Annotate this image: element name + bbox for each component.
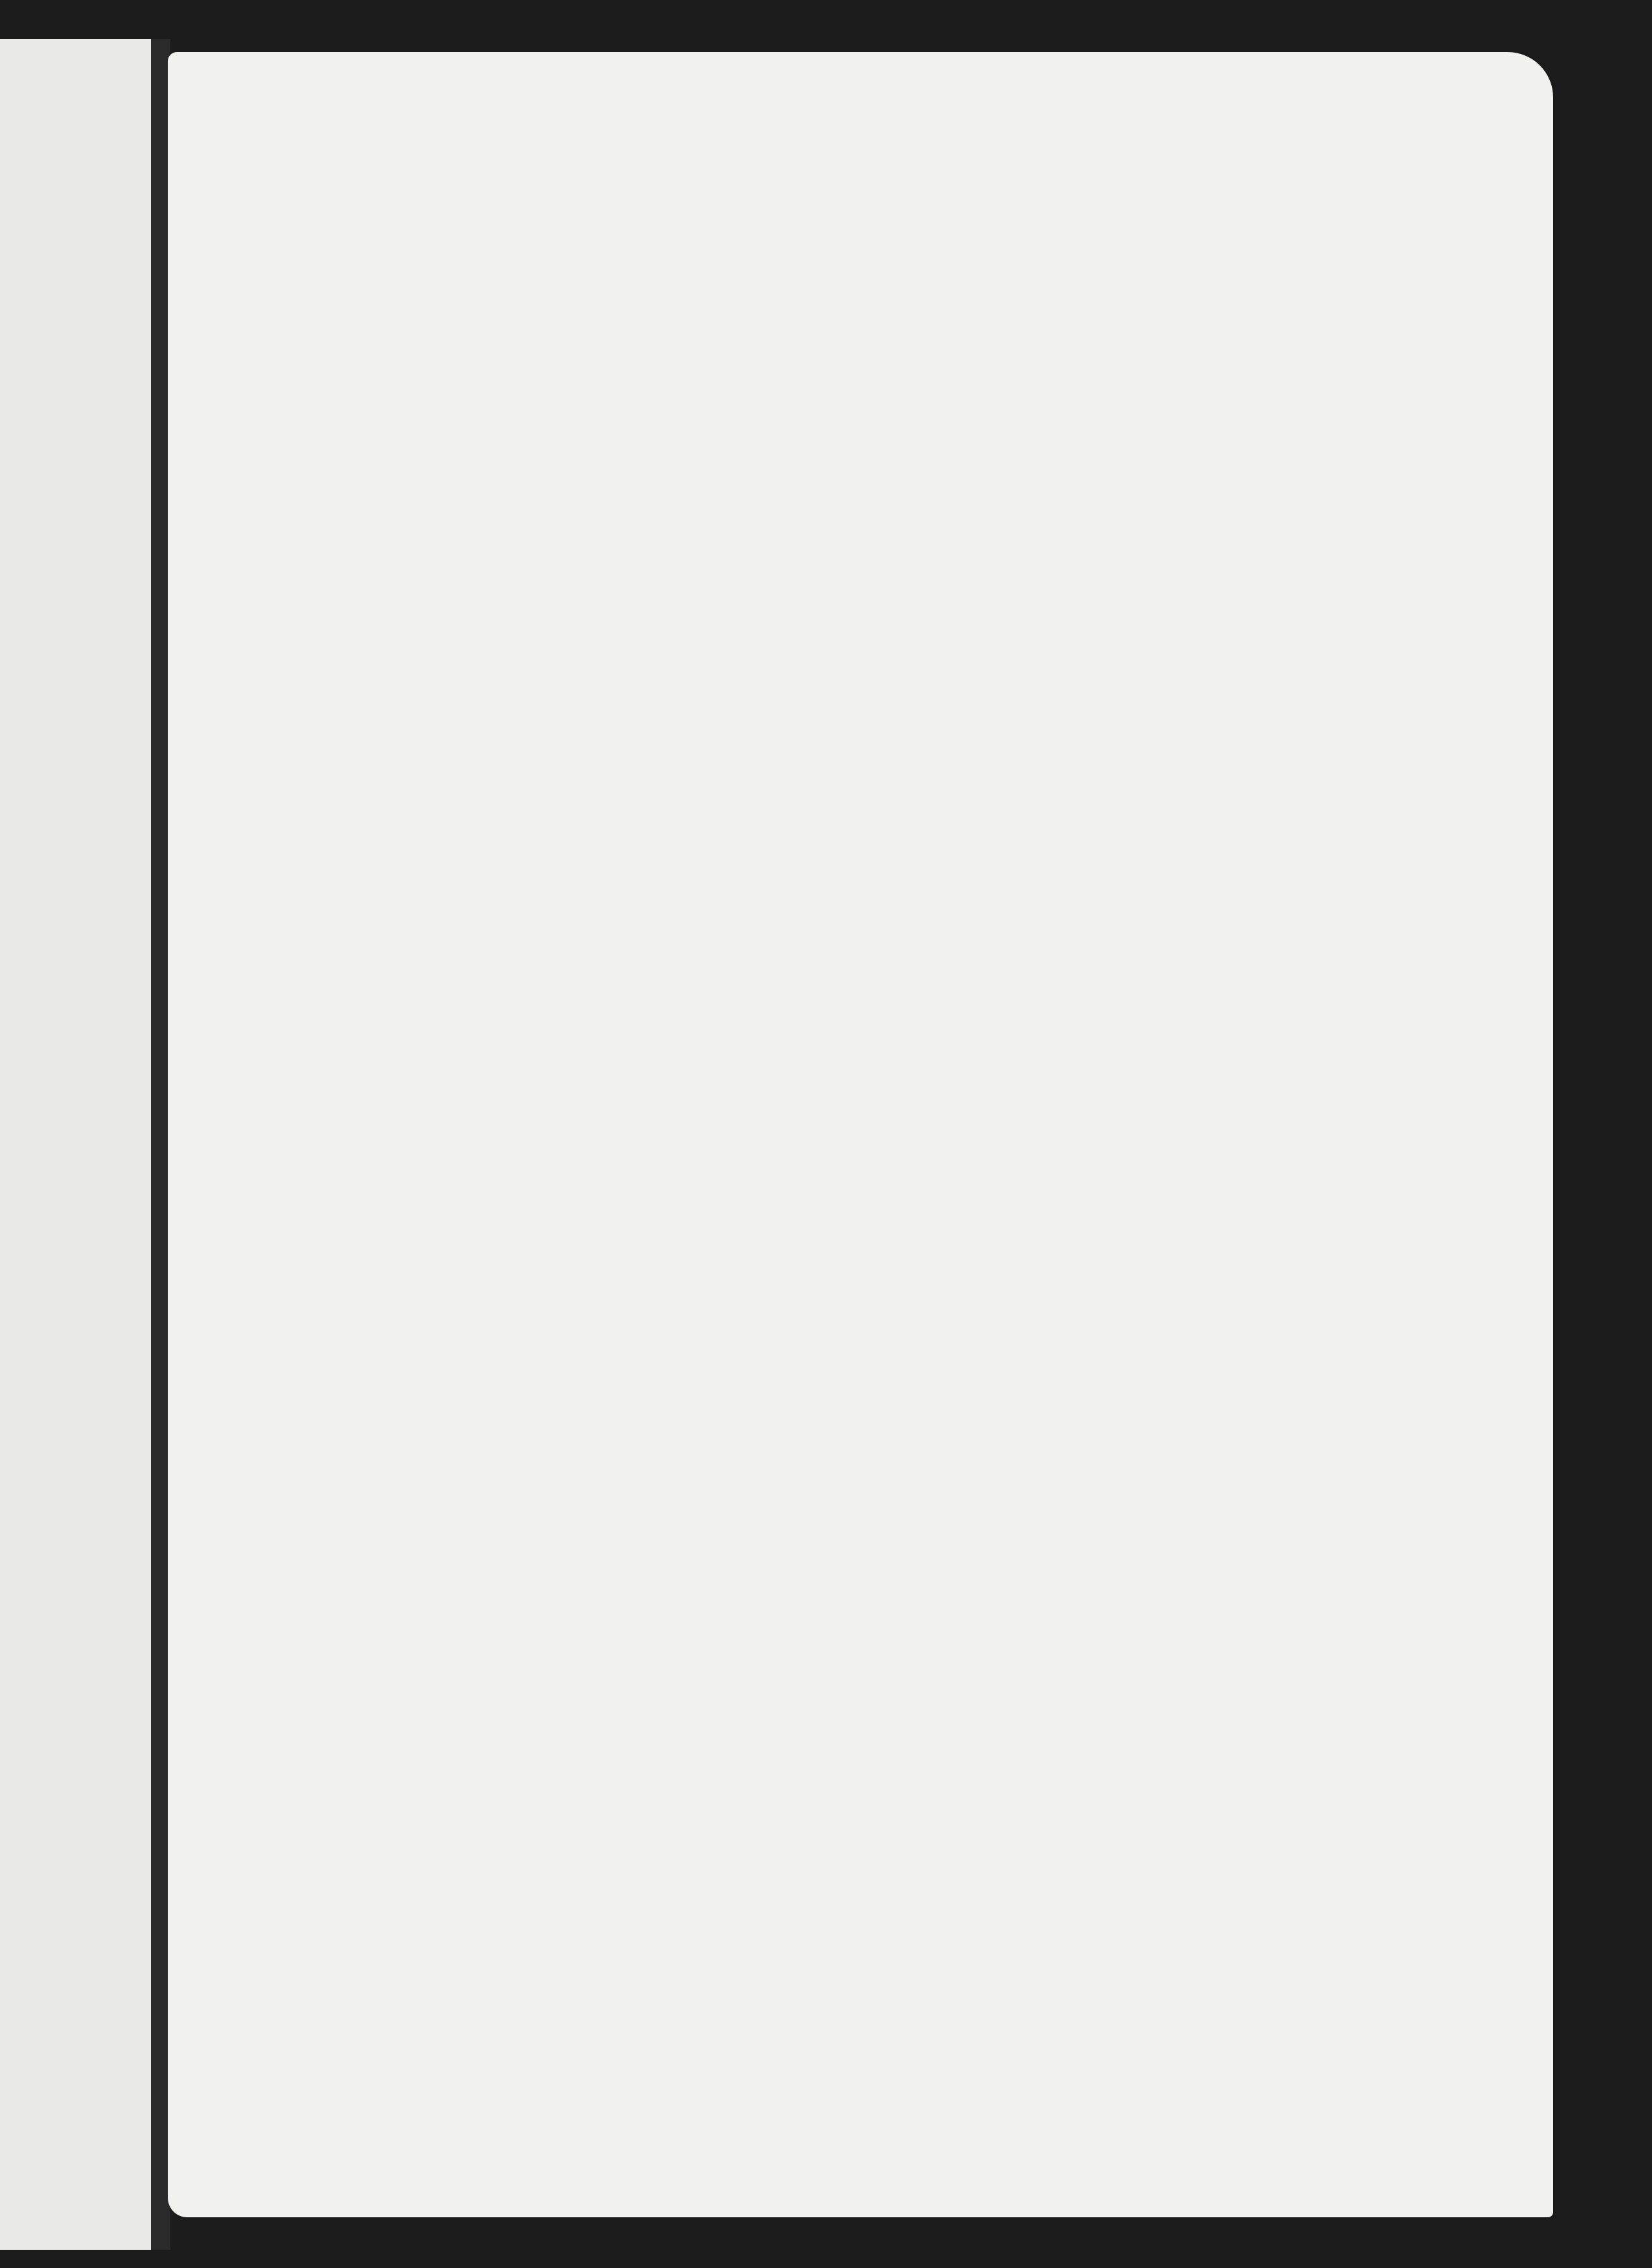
left-page-edge: [0, 39, 156, 2250]
right-page: [168, 52, 1553, 2217]
